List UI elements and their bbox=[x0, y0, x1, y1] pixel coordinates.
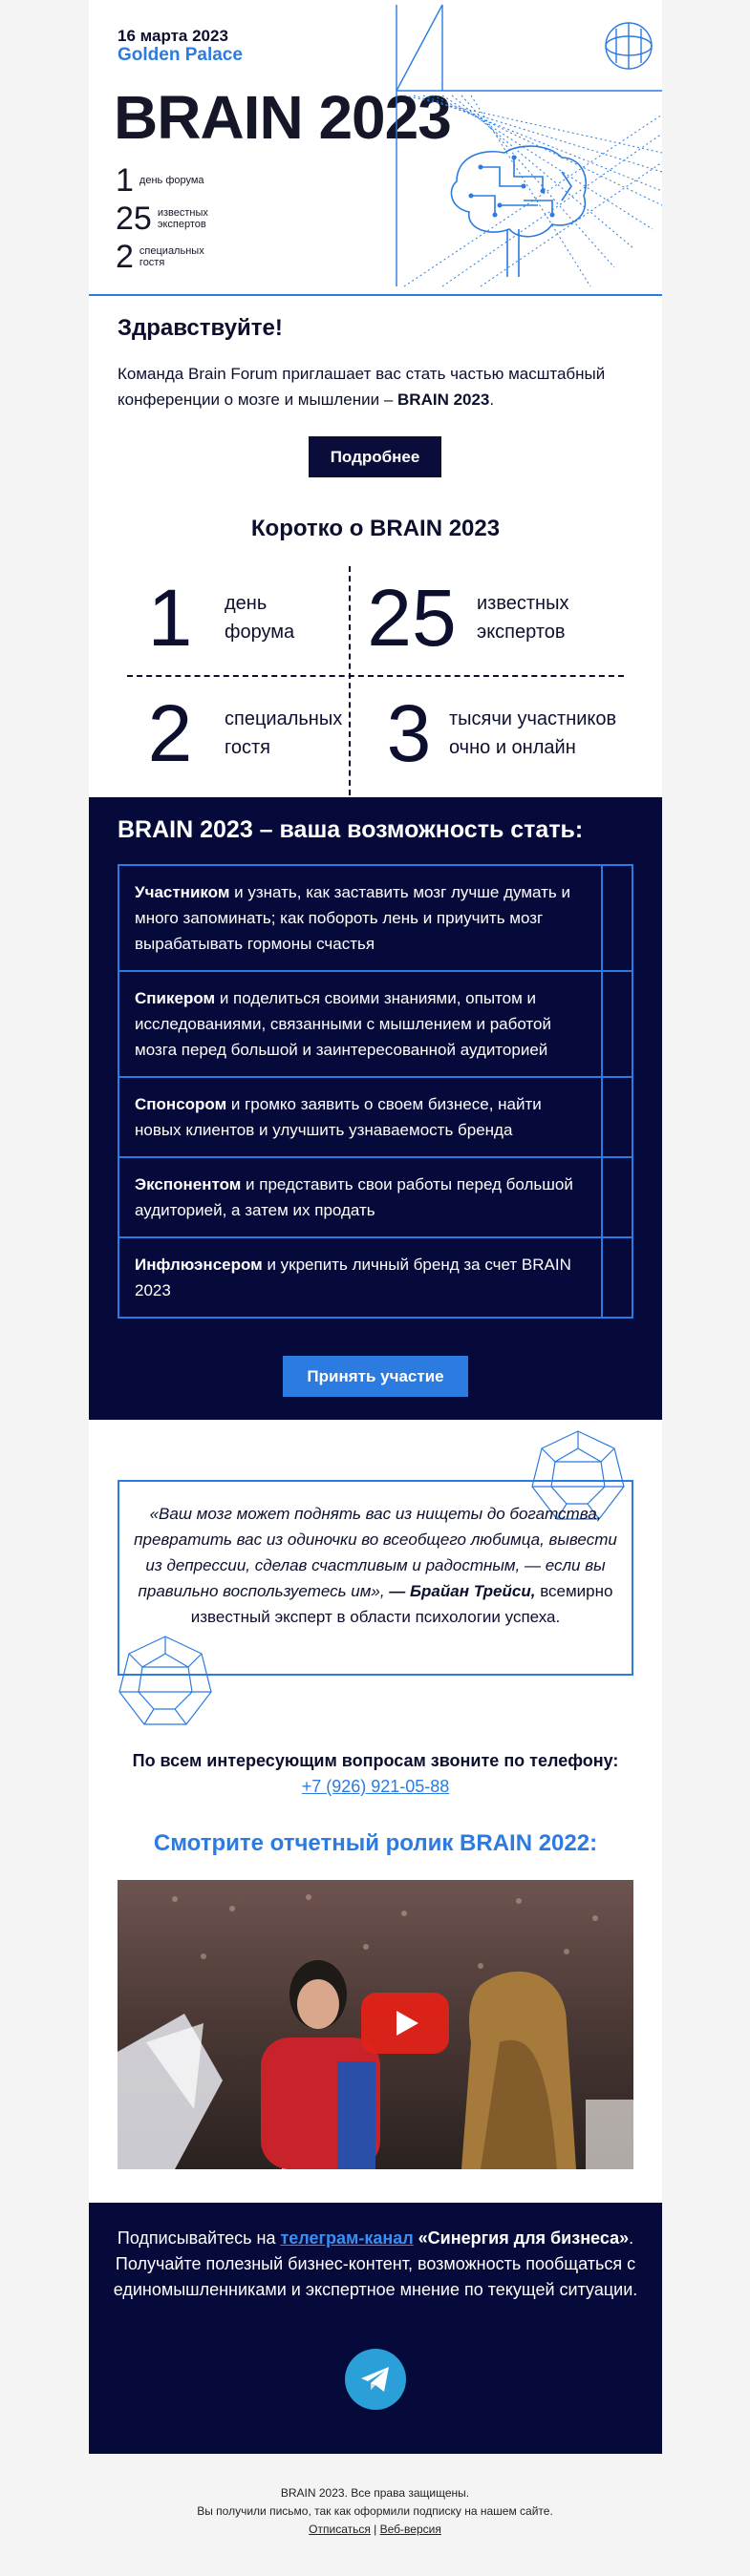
webversion-link[interactable]: Веб-версия bbox=[379, 2523, 441, 2536]
video-thumbnail[interactable] bbox=[118, 1880, 633, 2169]
hero-stat bbox=[116, 202, 225, 235]
unsubscribe-link[interactable]: Отписаться bbox=[309, 2523, 371, 2536]
role-name: Участником bbox=[135, 883, 230, 901]
polyhedron-icon bbox=[116, 1633, 215, 1732]
hero-stat bbox=[116, 241, 206, 273]
quote-text: «Ваш мозг может поднять вас из нищеты до богатства, превратить вас из одиночки во всеобщего любимца, вывести из депрессии, сделав счастливым и радостным, — если вы правильно воспользуетесь им», bbox=[134, 1505, 617, 1600]
role-description: и громко заявить о своем бизнесе, найти новых клиентов и улучшить узнаваемость бренда bbox=[135, 1095, 542, 1139]
brief-stat-label: день форума bbox=[225, 593, 295, 643]
greeting-text-start: Команда Brain Forum приглашает вас стать частью масштабный конференции о мозге и мышлении – bbox=[118, 365, 606, 409]
brief-stat bbox=[127, 573, 330, 663]
hero-stat-label: специальных гостя bbox=[139, 245, 204, 268]
phone-link[interactable]: +7 (926) 921-05-88 bbox=[301, 1777, 450, 1796]
list-item bbox=[118, 1156, 633, 1236]
channel-name: «Синергия для бизнеса» bbox=[413, 2228, 630, 2248]
event-date: 16 марта 2023 bbox=[118, 27, 228, 45]
subscribe-intro: Подписывайтесь на bbox=[117, 2228, 281, 2248]
list-item bbox=[118, 1076, 633, 1156]
quote-author-description: всемирно известный эксперт в области психологии успеха. bbox=[190, 1582, 613, 1626]
brief-title: Коротко о BRAIN 2023 bbox=[250, 516, 501, 541]
role-description: и поделиться своими знаниями, опытом и исследованиями, связанными с мышлением и работой мозга перед большой и заинтересованной аудиторией bbox=[135, 989, 551, 1059]
brief-stat bbox=[380, 688, 623, 778]
role-description: и узнать, как заставить мозг лучше думать и много запоминать; как побороть лень и приучить мозг вырабатывать гормоны счастья bbox=[135, 883, 570, 953]
role-description: и укрепить личный бренд за счет BRAIN 2023 bbox=[135, 1256, 571, 1299]
hero-stat-number: 25 bbox=[116, 201, 152, 237]
brief-stat-label: тысячи участников очно и онлайн bbox=[449, 708, 617, 758]
footer-links bbox=[0, 2521, 750, 2539]
brief-stat-number: 3 bbox=[386, 688, 432, 778]
opportunities-title: BRAIN 2023 – ваша возможность стать: bbox=[118, 816, 584, 843]
hero-banner bbox=[89, 0, 662, 296]
more-button[interactable]: Подробнее bbox=[309, 436, 441, 477]
greeting-text-end: . bbox=[489, 391, 495, 409]
event-brand: BRAIN 2023 bbox=[114, 83, 451, 152]
role-name: Инфлюэнсером bbox=[135, 1256, 263, 1274]
footer-reason: Вы получили письмо, так как оформили подписку на нашем сайте. bbox=[197, 2504, 553, 2518]
quote-author: — Брайан Трейси, bbox=[384, 1582, 536, 1600]
subscribe-text bbox=[108, 2226, 643, 2303]
subscribe-description: . Получайте полезный бизнес-контент, возможность пообщаться с единомышленниками и экспертное мнение по текущей ситуации. bbox=[113, 2228, 638, 2299]
hero-stat-number: 2 bbox=[116, 239, 134, 275]
brief-stat bbox=[127, 688, 358, 778]
role-name: Экспонентом bbox=[135, 1175, 242, 1193]
hero-stat-number: 1 bbox=[116, 162, 134, 199]
brief-stat-label: известных экспертов bbox=[477, 593, 569, 643]
telegram-icon[interactable] bbox=[345, 2349, 406, 2410]
greeting-text bbox=[118, 361, 633, 412]
greeting-title: Здравствуйте! bbox=[118, 315, 283, 341]
event-venue: Golden Palace bbox=[118, 45, 243, 65]
role-name: Спикером bbox=[135, 989, 216, 1007]
join-button[interactable]: Принять участие bbox=[283, 1356, 468, 1397]
list-item bbox=[118, 1236, 633, 1319]
list-item bbox=[118, 970, 633, 1076]
footer-rights: BRAIN 2023. Все права защищены. bbox=[280, 2486, 470, 2500]
youtube-play-icon[interactable] bbox=[361, 1993, 449, 2054]
contact-question: По всем интересующим вопросам звоните по телефону: bbox=[132, 1751, 619, 1770]
brief-stat-number: 2 bbox=[147, 688, 193, 778]
brief-stat-number: 1 bbox=[147, 573, 193, 663]
opportunities-section bbox=[89, 797, 662, 1420]
list-item bbox=[118, 864, 633, 970]
brief-stat-number: 25 bbox=[367, 573, 457, 663]
role-name: Спонсором bbox=[135, 1095, 227, 1113]
hero-stat bbox=[116, 164, 206, 197]
stats-divider-horizontal bbox=[127, 675, 624, 677]
telegram-channel-link[interactable]: телеграм-канал bbox=[280, 2228, 414, 2248]
email-container bbox=[89, 0, 662, 2454]
telegram-plane-icon bbox=[359, 2365, 392, 2394]
opportunities-list bbox=[118, 864, 633, 1319]
brief-stat-label: специальных гостя bbox=[225, 708, 343, 758]
greeting-text-brand: BRAIN 2023 bbox=[397, 391, 490, 409]
brain-circuit-icon bbox=[347, 0, 662, 296]
subscribe-section bbox=[89, 2203, 662, 2454]
role-description: и представить свои работы перед большой аудиторией, а затем их продать bbox=[135, 1175, 573, 1219]
hero-stat-label: известных экспертов bbox=[157, 207, 208, 230]
footer bbox=[0, 2484, 750, 2539]
footer-separator: | bbox=[370, 2523, 380, 2536]
brief-stat bbox=[366, 573, 582, 663]
hero-stat-label: день форума bbox=[139, 175, 204, 186]
video-title: Смотрите отчетный ролик BRAIN 2022: bbox=[153, 1830, 598, 1856]
